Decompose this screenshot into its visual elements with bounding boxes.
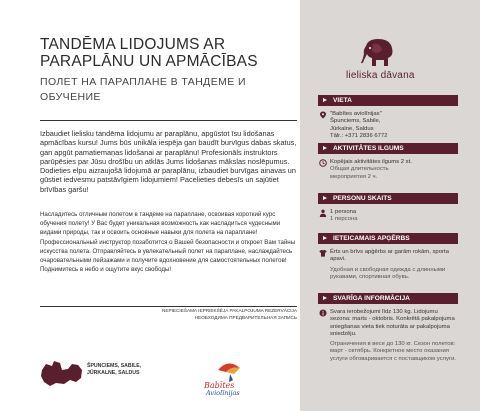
address-line-2: JŪRKALNE, SALDUS [87,369,140,376]
tshirt-icon [319,249,327,257]
section-header-clothing: IETEICAMAIS APĢĒRBS [318,233,458,244]
persons-info [318,209,458,224]
location-name: "Babītes aviolīnijas" [330,111,382,117]
section-header-duration: AKTIVITĀTES ILGUMS [318,143,458,154]
location-places-1: Špunciems, Sabile, [330,118,381,125]
svg-text:Babītes: Babītes [204,381,235,390]
clothing-info [318,249,458,281]
person-icon [319,209,327,217]
clock-icon [319,159,327,167]
section-header-persons: PERSONU SKAITS [318,193,458,204]
babites-aviolinijas-logo [200,360,248,398]
important-ru: Ограничения в весе до 130 кг. Сезон полетов: март - октябрь. Конкретное место оказания услуги обговаривается с поставщиком услуги. [330,341,457,362]
reservation-notice-lv: NEPIECIEŠAMA IEPRIEKŠĒJA PAKALPOJUMA REZERVĀCIJA [161,308,297,313]
svg-text:Aviolīnijas: Aviolīnijas [206,389,240,397]
section-header-location: VIETA [318,95,458,106]
duration-lv: Kopējais aktivitātes ilgums 2 st. [330,159,412,165]
info-icon [319,309,327,317]
address-line-1: ŠPUNCIEMS, SABILE, [87,363,142,369]
location-pin-icon [319,111,327,119]
location-phone: Tālr.: +371 2836 6772 [330,132,388,139]
description-lv: Izbaudiet lielisku tandēma lidojumu ar paraplānu, apgūstot īsu lidošanas apmācības kursu! Jums būs unikāla iespēja gan baudīt burvīgus dabas skatus, gan apgūt pamatiemaņas lidošanai ar paraplānu! Profesionāls instruktors parūpēsies par Jūsu drošību un atklās Jums lidošanas mākslas noslēpumus. Dodieties elpu aizraujošā lidojumā ar paraplānu, izbaudiet burvīgas ainavas un gūstiet iedvesmu patstāvīgiem lidojumiem! Pacelieties debesīs un sajūtiet brīvības garšu! [40,129,297,194]
location-address [87,363,141,376]
elephant-icon [358,38,398,70]
reservation-notice-ru: НЕОБХОДИМА ПРЕДВАРИТЕЛЬНАЯ ЗАПИСЬ [194,315,297,320]
page-title: TANDĒMA LIDOJUMS AR PARAPLĀNU UN APMĀCĪBAS [40,36,258,70]
important-lv: Svara ierobežojumi līdz 130 kg. Lidojumu sezona: marts - oktobris. Konkrētā pakalpojuma sniegšanas vieta tiek noturāta ar pakalpojuma sniedzēju. [330,309,455,337]
section-header-important: SVARĪGA INFORMĀCIJA [318,293,458,304]
page-subtitle: ПОЛЕТ НА ПАРАПЛАНЕ В ТАНДЕМЕ И ОБУЧЕНИЕ [40,76,246,103]
duration-ru-1: Общая длительность [330,166,389,173]
latvia-map-icon [40,358,84,388]
brand-name: lieliska dāvana [346,70,415,81]
important-info [318,309,458,363]
divider-bottom [40,306,297,307]
location-info [318,111,458,140]
persons-ru: 1 персона [330,216,358,223]
clothing-lv: Ērts un brīvs apģērbs ar garām rokām, sporta apavi. [330,249,449,263]
description-ru: Насладитесь отличным полетом в тандеме на параплане, освоивая короткий курс обучения полету! У Вас будет уникальная возможность как насладиться чудесными видами природы, так и освоить основные навыки для полета на параплане! Профессиональный инструктор позаботится о Вашей безопасности и откроет Вам тайны искусства полета. Отправляйтесь в увлекательный полет на параплане, наслаждайтесь очаровательными пейзажами и получите вдохновение для самостоятельных полетов! Поднимитесь в небо и ощутите вкус свободы! [40,211,296,274]
location-places-2: Jūrkalne, Saldus [330,125,374,132]
duration-ru-2: мероприятия 2 ч. [330,173,378,180]
divider-top [40,120,297,121]
clothing-ru: Удобная и свободная одежда с длинными рукавами, спортивная обувь. [330,266,446,280]
persons-lv: 1 persona [330,209,357,215]
duration-info [318,159,458,181]
